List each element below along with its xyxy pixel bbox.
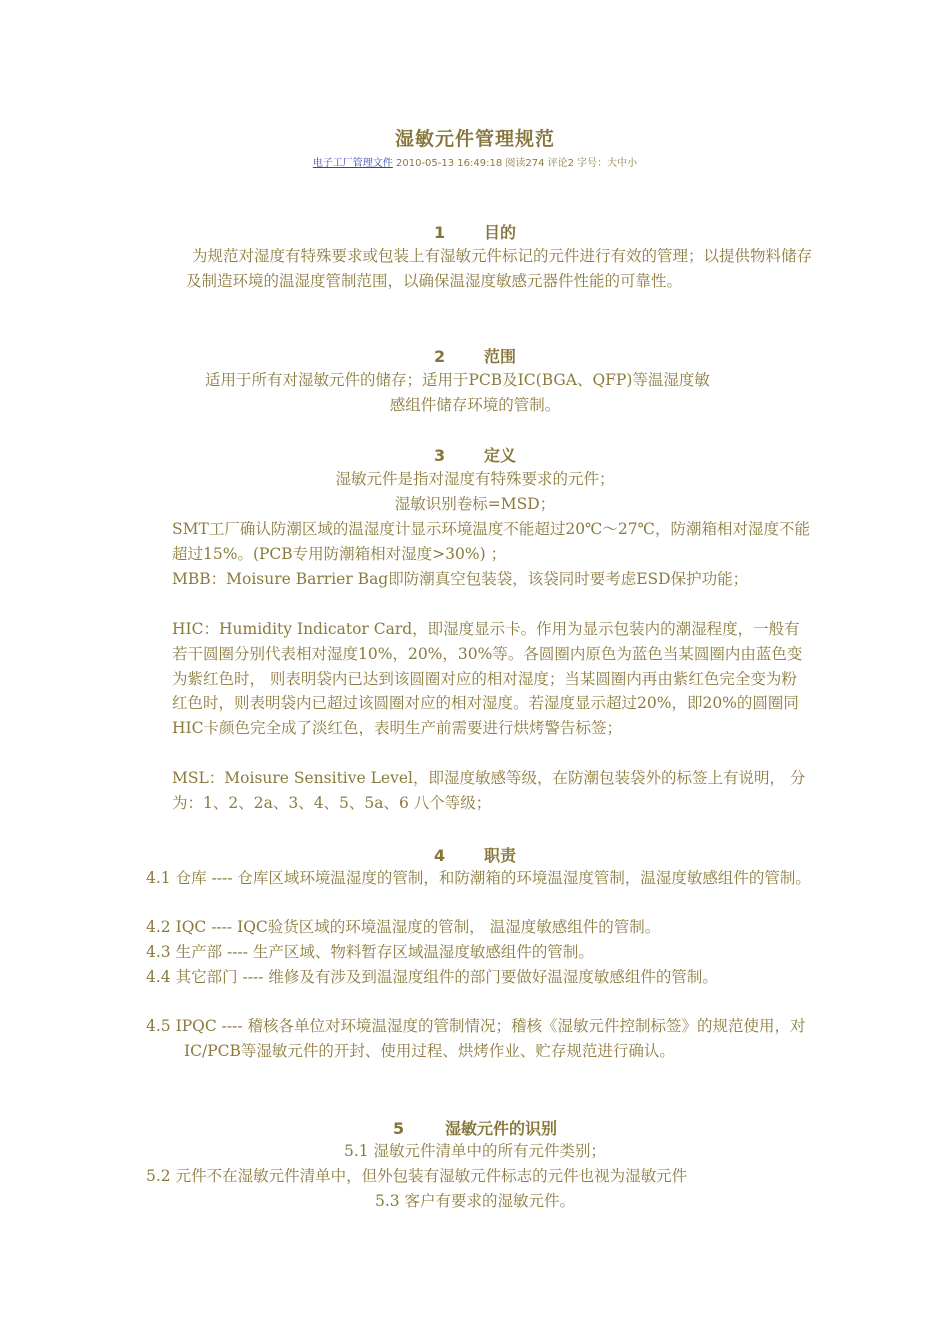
- section-2-line-2: 感组件储存环境的管制。: [389, 396, 561, 414]
- smt-definition: SMT工厂确认防潮区域的温湿度计显示环境温度不能超过20℃～27℃，防潮箱相对湿度不能超过15%。(PCB专用防潮箱相对湿度>30%) ；: [172, 520, 810, 563]
- post-stats: 2010-05-13 16:49:18 阅读274 评论2 字号：大中小: [392, 158, 638, 169]
- duty-item-4-1: 4.1 仓库 ---- 仓库区域环境温湿度的管制，和防潮箱的环境温湿度管制，温湿度敏感组件的管制。: [146, 869, 811, 887]
- identification-item-5-2: 5.2 元件不在湿敏元件清单中，但外包装有湿敏元件标志的元件也视为湿敏元件: [146, 1167, 688, 1185]
- section-3-line-2: 湿敏识别卷标=MSD；: [394, 495, 556, 513]
- section-1-heading: 1 目的: [433, 223, 516, 242]
- section-3-line-1: 湿敏元件是指对湿度有特殊要求的元件；: [335, 470, 615, 488]
- section-2-heading: 2 范围: [433, 347, 516, 366]
- hic-definition: HIC：Humidity Indicator Card，即湿度显示卡。作用为显示包装内的潮湿程度，一般有若干圆圈分别代表相对湿度10%，20%，30%等。各圆圈内原色为蓝色当某圆圈内由蓝色变为紫红色时， 则表明袋内已达到该圆圈对应的相对湿度；当某圆圈内再由紫红色完全变为粉红色时，则表明袋内已超过该圆圈对应的相对湿度。若湿度显示超过20%，即20%的圆圈同HIC卡颜色完全成了淡红色，表明生产前需要进行烘烤警告标签；: [172, 620, 803, 738]
- duty-item-4-3: 4.3 生产部 ---- 生产区域、物料暂存区域温湿度敏感组件的管制。: [146, 943, 594, 961]
- category-link[interactable]: 电子工厂管理文件: [312, 158, 393, 169]
- section-3-heading: 3 定义: [433, 446, 516, 465]
- post-meta: [0, 154, 950, 169]
- identification-item-5-1: 5.1 湿敏元件清单中的所有元件类别；: [343, 1142, 607, 1160]
- section-5-heading: 5 湿敏元件的识别: [392, 1119, 557, 1138]
- section-2-line-1: 适用于所有对湿敏元件的储存；适用于PCB及IC(BGA、QFP)等温湿度敏: [205, 371, 710, 389]
- msl-definition: MSL：Moisure Sensitive Level，即湿度敏感等级，在防潮包装袋外的标签上有说明， 分为：1、2、2a、3、4、5、5a、6 八个等级；: [172, 769, 806, 812]
- section-4-heading: 4 职责: [433, 846, 516, 865]
- duty-item-4-4: 4.4 其它部门 ---- 维修及有涉及到温湿度组件的部门要做好温湿度敏感组件的管制。: [146, 968, 718, 986]
- duty-item-4-2: 4.2 IQC ---- IQC验货区域的环境温湿度的管制， 温湿度敏感组件的管制。: [146, 918, 661, 936]
- mbb-definition: MBB：Moisure Barrier Bag即防潮真空包装袋，该袋同时要考虑ESD保护功能；: [172, 570, 749, 588]
- section-1-text: 为规范对湿度有特殊要求或包装上有湿敏元件标记的元件进行有效的管理；以提供物料储存及制造环境的温湿度管制范围，以确保温湿度敏感元器件性能的可靠性。: [186, 247, 813, 290]
- identification-item-5-3: 5.3 客户有要求的湿敏元件。: [374, 1192, 576, 1210]
- page-title: 湿敏元件管理规范: [394, 128, 555, 150]
- duty-item-4-5: 4.5 IPQC ---- 稽核各单位对环境温湿度的管制情况；稽核《湿敏元件控制标签》的规范使用，对IC/PCB等湿敏元件的开封、使用过程、烘烤作业、贮存规范进行确认。: [146, 1017, 806, 1060]
